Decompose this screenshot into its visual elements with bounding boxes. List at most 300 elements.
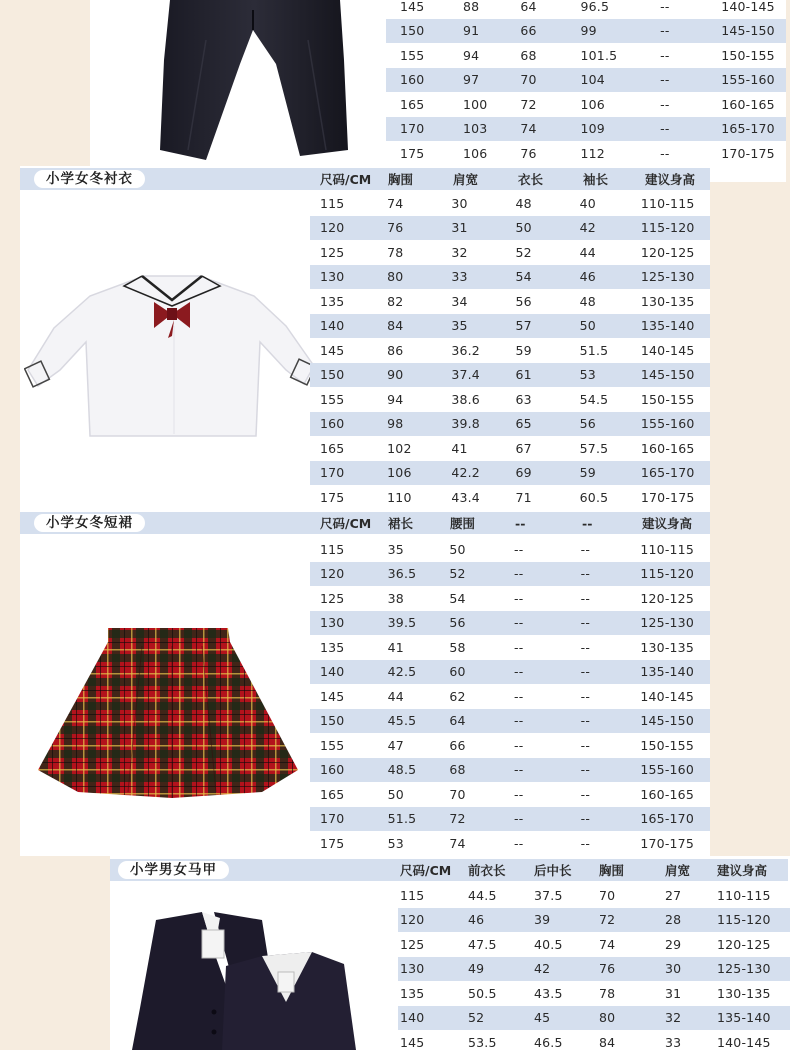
table-cell-c4: --: [580, 786, 591, 802]
table-cell-height: 145-150: [640, 367, 695, 383]
table-cell-size: 170: [400, 121, 425, 137]
table-cell-c1: 47: [387, 737, 404, 753]
vest-image: [130, 912, 360, 1050]
table-row: [386, 19, 786, 44]
table-cell-c3: 59: [515, 342, 532, 358]
table-cell-height: 150-155: [640, 737, 694, 753]
table-cell-c2: 66: [449, 737, 466, 753]
table-cell-c3: 67: [515, 440, 532, 456]
pants-image: [148, 0, 358, 162]
table-cell-c1: 88: [462, 0, 480, 14]
table-cell-c2: 62: [449, 688, 466, 704]
header-sleeve: 袖长: [583, 172, 609, 187]
table-row: [386, 43, 786, 68]
table-cell-height: 145-150: [640, 713, 694, 729]
skirt-title: 小学女冬短裙: [34, 514, 145, 532]
table-row: [310, 412, 710, 437]
table-cell-c3: 56: [515, 293, 532, 309]
shirt-section: [20, 166, 710, 510]
table-cell-c2: 33: [451, 269, 468, 285]
table-cell-c2: 46.5: [534, 1034, 563, 1050]
table-row: [310, 387, 710, 412]
table-cell-size: 115: [320, 541, 345, 557]
table-cell-c1: 52: [468, 1010, 485, 1026]
skirt-table: [310, 537, 710, 856]
table-row: [310, 461, 710, 486]
table-cell-height: 130-135: [717, 985, 771, 1001]
table-cell-c2: 72: [520, 96, 537, 112]
table-cell-c4: --: [580, 541, 591, 557]
table-cell-height: 160-165: [640, 786, 694, 802]
table-cell-c2: 36.2: [451, 342, 480, 358]
table-cell-c2: 68: [449, 762, 466, 778]
pants-section: [90, 0, 786, 182]
vest-table: [398, 883, 790, 1050]
table-cell-c4: 28: [665, 912, 682, 928]
vest-section: [110, 856, 790, 1050]
table-row: [310, 758, 710, 783]
table-cell-c2: 39.8: [451, 416, 480, 432]
shirt-header-bar: [20, 168, 710, 190]
table-row: [310, 831, 710, 856]
table-cell-c3: 63: [515, 391, 532, 407]
table-cell-size: 140: [320, 664, 345, 680]
table-cell-c2: 70: [520, 72, 537, 88]
table-cell-c2: 64: [449, 713, 466, 729]
table-cell-c3: 65: [515, 416, 532, 432]
table-row: [310, 562, 710, 587]
table-cell-c1: 47.5: [468, 936, 497, 952]
table-cell-c1: 110: [387, 489, 412, 505]
table-cell-height: 130-135: [640, 293, 695, 309]
table-cell-c2: 32: [451, 244, 468, 260]
table-cell-height: 170-175: [721, 145, 775, 161]
table-cell-c3: --: [514, 615, 524, 631]
table-cell-c4: --: [580, 615, 591, 631]
table-cell-height: 140-145: [640, 688, 694, 704]
table-cell-c3: --: [514, 762, 524, 778]
table-cell-c4: 50: [579, 318, 596, 334]
table-cell-c4: --: [580, 737, 591, 753]
table-cell-c1: 45.5: [387, 713, 417, 729]
table-cell-c3: 80: [599, 1010, 616, 1026]
table-cell-height: 155-160: [640, 762, 694, 778]
table-cell-height: 120-125: [640, 244, 695, 260]
table-row: [310, 363, 710, 388]
table-cell-size: 140: [320, 318, 345, 334]
table-cell-c4: 29: [665, 936, 682, 952]
table-cell-c4: --: [580, 566, 591, 582]
table-cell-size: 125: [320, 244, 345, 260]
table-row: [386, 117, 786, 142]
table-cell-c4: 46: [579, 269, 596, 285]
table-cell-c2: 74: [449, 835, 466, 851]
table-cell-c4: --: [580, 762, 591, 778]
table-cell-c2: 54: [449, 590, 466, 606]
table-cell-c1: 48.5: [387, 762, 417, 778]
table-cell-size: 125: [400, 936, 425, 952]
table-cell-height: 115-120: [640, 220, 695, 236]
table-cell-c3: 106: [580, 96, 605, 112]
table-cell-c2: 60: [449, 664, 466, 680]
table-cell-size: 165: [400, 96, 425, 112]
table-cell-c3: 76: [599, 961, 616, 977]
table-row: [398, 981, 790, 1006]
table-cell-c4: 30: [665, 961, 682, 977]
table-cell-size: 175: [320, 489, 345, 505]
table-cell-height: 115-120: [640, 566, 694, 582]
table-cell-c1: 102: [387, 440, 412, 456]
header-length: 衣长: [518, 172, 544, 187]
table-cell-height: 135-140: [717, 1010, 771, 1026]
table-cell-c3: --: [514, 786, 524, 802]
table-cell-c4: 44: [579, 244, 596, 260]
table-cell-height: 165-170: [640, 811, 694, 827]
table-row: [310, 289, 710, 314]
table-cell-c4: 31: [665, 985, 682, 1001]
table-cell-c2: 64: [520, 0, 537, 14]
table-cell-height: 155-160: [640, 416, 695, 432]
shirt-table: [310, 191, 710, 510]
header-shoulder: 肩宽: [453, 172, 479, 187]
table-row: [386, 68, 786, 93]
table-cell-c1: 82: [387, 293, 404, 309]
table-cell-height: 140-145: [717, 1034, 771, 1050]
table-cell-c2: 72: [449, 811, 466, 827]
header-size: 尺码/CM: [320, 516, 372, 531]
table-cell-c3: --: [514, 835, 524, 851]
header-chest: 胸围: [599, 863, 625, 878]
table-row: [310, 216, 710, 241]
table-cell-c1: 86: [387, 342, 404, 358]
table-cell-c3: --: [514, 688, 524, 704]
table-cell-c1: 46: [468, 912, 485, 928]
table-cell-c4: 33: [665, 1034, 682, 1050]
table-cell-c2: 43.5: [534, 985, 563, 1001]
table-cell-c4: --: [580, 713, 591, 729]
table-cell-c3: --: [514, 639, 524, 655]
table-cell-c1: 100: [462, 96, 488, 112]
table-cell-c2: 39: [534, 912, 551, 928]
table-cell-height: 140-145: [640, 342, 695, 358]
table-cell-c3: 104: [580, 72, 605, 88]
table-cell-size: 155: [400, 47, 425, 63]
table-cell-c2: 76: [520, 145, 537, 161]
table-row: [310, 733, 710, 758]
table-cell-c2: 43.4: [451, 489, 480, 505]
table-cell-size: 155: [320, 391, 345, 407]
table-cell-c3: 69: [515, 465, 532, 481]
table-cell-size: 160: [400, 72, 425, 88]
vest-title: 小学男女马甲: [118, 861, 229, 879]
table-cell-height: 150-155: [640, 391, 695, 407]
table-cell-height: 120-125: [640, 590, 694, 606]
table-cell-size: 130: [320, 615, 345, 631]
table-cell-size: 170: [320, 465, 345, 481]
table-cell-height: 130-135: [640, 639, 694, 655]
table-cell-size: 120: [320, 566, 345, 582]
table-cell-c2: 42.2: [451, 465, 480, 481]
table-cell-c4: 51.5: [579, 342, 609, 358]
table-cell-size: 130: [400, 961, 425, 977]
table-cell-c3: 99: [580, 23, 597, 39]
table-cell-height: 145-150: [721, 23, 775, 39]
table-row: [310, 314, 710, 339]
header-chest: 胸围: [388, 172, 414, 187]
table-cell-c3: 54: [515, 269, 532, 285]
table-cell-c1: 36.5: [387, 566, 417, 582]
table-cell-c2: 52: [449, 566, 466, 582]
table-cell-c3: 84: [599, 1034, 616, 1050]
table-row: [310, 436, 710, 461]
table-cell-c3: 109: [580, 121, 605, 137]
header-skirt-length: 裙长: [388, 516, 414, 531]
table-cell-c3: --: [514, 590, 524, 606]
table-cell-c4: --: [660, 0, 670, 14]
header-shoulder: 肩宽: [665, 863, 691, 878]
table-cell-c1: 97: [462, 72, 480, 88]
table-cell-c2: 38.6: [451, 391, 480, 407]
table-cell-c4: 56: [579, 416, 596, 432]
table-cell-c2: 35: [451, 318, 468, 334]
table-cell-size: 145: [400, 1034, 425, 1050]
table-cell-size: 160: [320, 762, 345, 778]
table-cell-c4: 54.5: [579, 391, 609, 407]
table-row: [310, 635, 710, 660]
table-cell-size: 120: [320, 220, 345, 236]
table-cell-c4: 40: [579, 195, 596, 211]
table-cell-height: 155-160: [721, 72, 775, 88]
table-row: [310, 191, 710, 216]
table-cell-size: 135: [400, 985, 425, 1001]
table-cell-c1: 53.5: [468, 1034, 497, 1050]
table-cell-height: 165-170: [721, 121, 775, 137]
table-cell-c1: 78: [387, 244, 404, 260]
table-cell-c1: 42.5: [387, 664, 417, 680]
table-cell-c2: 37.5: [534, 887, 563, 903]
skirt-section: [20, 510, 710, 856]
table-cell-height: 135-140: [640, 664, 694, 680]
table-cell-c4: 60.5: [579, 489, 609, 505]
table-cell-c2: 56: [449, 615, 466, 631]
table-cell-height: 125-130: [640, 269, 695, 285]
table-cell-c3: 48: [515, 195, 532, 211]
table-cell-height: 115-120: [717, 912, 771, 928]
table-cell-size: 150: [400, 23, 425, 39]
skirt-image: [32, 622, 306, 808]
table-cell-c2: 30: [451, 195, 468, 211]
table-cell-c1: 51.5: [387, 811, 417, 827]
table-cell-c2: 41: [451, 440, 468, 456]
table-cell-c1: 94: [462, 47, 480, 63]
table-cell-c4: --: [580, 664, 591, 680]
table-row: [386, 92, 786, 117]
header-size: 尺码/CM: [400, 863, 452, 878]
table-cell-size: 115: [320, 195, 345, 211]
table-cell-c2: 68: [520, 47, 537, 63]
shirt-image: [24, 266, 320, 446]
table-cell-size: 145: [400, 0, 425, 14]
table-cell-c2: 58: [449, 639, 466, 655]
table-cell-c4: 42: [579, 220, 596, 236]
table-cell-c2: 31: [451, 220, 468, 236]
table-cell-c1: 38: [387, 590, 404, 606]
table-row: [398, 1006, 790, 1031]
table-cell-c4: --: [580, 590, 591, 606]
table-row: [398, 932, 790, 957]
table-cell-size: 135: [320, 293, 345, 309]
table-cell-c3: 74: [599, 936, 616, 952]
table-cell-height: 120-125: [717, 936, 771, 952]
header-front-length: 前衣长: [468, 863, 506, 878]
table-row: [398, 883, 790, 908]
table-cell-c4: 27: [665, 887, 682, 903]
table-cell-size: 160: [320, 416, 345, 432]
table-cell-c3: 101.5: [580, 47, 618, 63]
table-cell-c2: 70: [449, 786, 466, 802]
table-row: [310, 338, 710, 363]
table-cell-c2: 50: [449, 541, 466, 557]
table-cell-c1: 106: [462, 145, 488, 161]
table-cell-size: 145: [320, 688, 345, 704]
header-waist: 腰围: [450, 516, 476, 531]
table-cell-c1: 44.5: [468, 887, 497, 903]
shirt-title: 小学女冬衬衣: [34, 170, 145, 188]
table-cell-height: 110-115: [717, 887, 771, 903]
vest-header-bar: [110, 859, 788, 881]
table-cell-c4: --: [580, 811, 591, 827]
header-back-length: 后中长: [534, 863, 572, 878]
table-row: [398, 908, 790, 933]
table-cell-c2: 74: [520, 121, 537, 137]
vest-table-header: [400, 859, 787, 881]
table-cell-c1: 103: [462, 121, 488, 137]
table-row: [398, 957, 790, 982]
table-cell-c1: 41: [387, 639, 404, 655]
header-size: 尺码/CM: [320, 172, 372, 187]
table-cell-c3: --: [514, 541, 524, 557]
table-row: [386, 0, 786, 19]
table-row: [310, 611, 710, 636]
table-cell-size: 175: [320, 835, 345, 851]
table-cell-c3: 71: [515, 489, 532, 505]
header-height: 建议身高: [645, 172, 696, 187]
table-cell-c2: 37.4: [451, 367, 480, 383]
table-cell-c2: 34: [451, 293, 468, 309]
table-cell-c1: 90: [387, 367, 404, 383]
table-row: [310, 485, 710, 510]
table-cell-c1: 39.5: [387, 615, 417, 631]
table-row: [310, 537, 710, 562]
table-cell-size: 165: [320, 440, 345, 456]
table-cell-c3: 112: [580, 145, 605, 161]
table-cell-c4: --: [660, 96, 670, 112]
skirt-table-header: [320, 512, 712, 534]
table-cell-c1: 74: [387, 195, 404, 211]
table-cell-c4: --: [660, 72, 670, 88]
table-cell-c1: 35: [387, 541, 404, 557]
table-cell-c1: 94: [387, 391, 404, 407]
table-cell-c1: 106: [387, 465, 412, 481]
table-cell-c4: --: [580, 688, 591, 704]
table-cell-height: 135-140: [640, 318, 695, 334]
header-height: 建议身高: [717, 863, 768, 878]
table-row: [310, 709, 710, 734]
table-cell-size: 120: [400, 912, 425, 928]
table-cell-size: 175: [400, 145, 425, 161]
table-cell-c3: 57: [515, 318, 532, 334]
table-cell-c3: --: [514, 566, 524, 582]
table-cell-size: 150: [320, 713, 345, 729]
table-cell-c3: --: [514, 664, 524, 680]
table-cell-c3: 72: [599, 912, 616, 928]
table-cell-c3: 50: [515, 220, 532, 236]
table-cell-c1: 98: [387, 416, 404, 432]
table-cell-c4: --: [660, 145, 670, 161]
table-cell-size: 115: [400, 887, 425, 903]
shirt-table-header: [320, 168, 715, 190]
table-cell-size: 170: [320, 811, 345, 827]
table-cell-height: 150-155: [721, 47, 775, 63]
table-cell-c1: 53: [387, 835, 404, 851]
table-cell-size: 130: [320, 269, 345, 285]
table-cell-c4: --: [660, 47, 670, 63]
table-row: [310, 782, 710, 807]
header-empty-2: --: [582, 515, 593, 531]
table-row: [310, 586, 710, 611]
table-cell-size: 135: [320, 639, 345, 655]
table-row: [398, 1030, 790, 1050]
pants-table: [386, 0, 786, 166]
table-cell-c1: 44: [387, 688, 404, 704]
table-row: [310, 240, 710, 265]
table-row: [310, 684, 710, 709]
table-cell-c4: --: [660, 23, 670, 39]
table-cell-size: 150: [320, 367, 345, 383]
table-cell-height: 160-165: [640, 440, 695, 456]
table-cell-size: 165: [320, 786, 345, 802]
table-cell-c1: 50: [387, 786, 404, 802]
table-cell-size: 145: [320, 342, 345, 358]
table-cell-c1: 49: [468, 961, 485, 977]
table-cell-c4: --: [660, 121, 670, 137]
table-cell-c1: 50.5: [468, 985, 497, 1001]
table-cell-c1: 91: [462, 23, 480, 39]
table-cell-c2: 40.5: [534, 936, 563, 952]
header-height: 建议身高: [642, 516, 693, 531]
table-cell-c3: --: [514, 713, 524, 729]
table-cell-size: 155: [320, 737, 345, 753]
table-cell-c4: 48: [579, 293, 596, 309]
table-cell-c4: --: [580, 835, 591, 851]
table-cell-c4: 32: [665, 1010, 682, 1026]
table-cell-c4: 53: [579, 367, 596, 383]
table-row: [310, 265, 710, 290]
table-cell-c1: 80: [387, 269, 404, 285]
table-cell-size: 125: [320, 590, 345, 606]
table-cell-c1: 84: [387, 318, 404, 334]
table-cell-height: 170-175: [640, 835, 694, 851]
skirt-header-bar: [20, 512, 710, 534]
table-row: [386, 141, 786, 166]
table-cell-height: 110-115: [640, 195, 695, 211]
table-cell-c2: 66: [520, 23, 537, 39]
table-row: [310, 660, 710, 685]
table-cell-c3: --: [514, 811, 524, 827]
table-cell-c3: 52: [515, 244, 532, 260]
table-cell-c3: 78: [599, 985, 616, 1001]
table-cell-height: 125-130: [640, 615, 694, 631]
